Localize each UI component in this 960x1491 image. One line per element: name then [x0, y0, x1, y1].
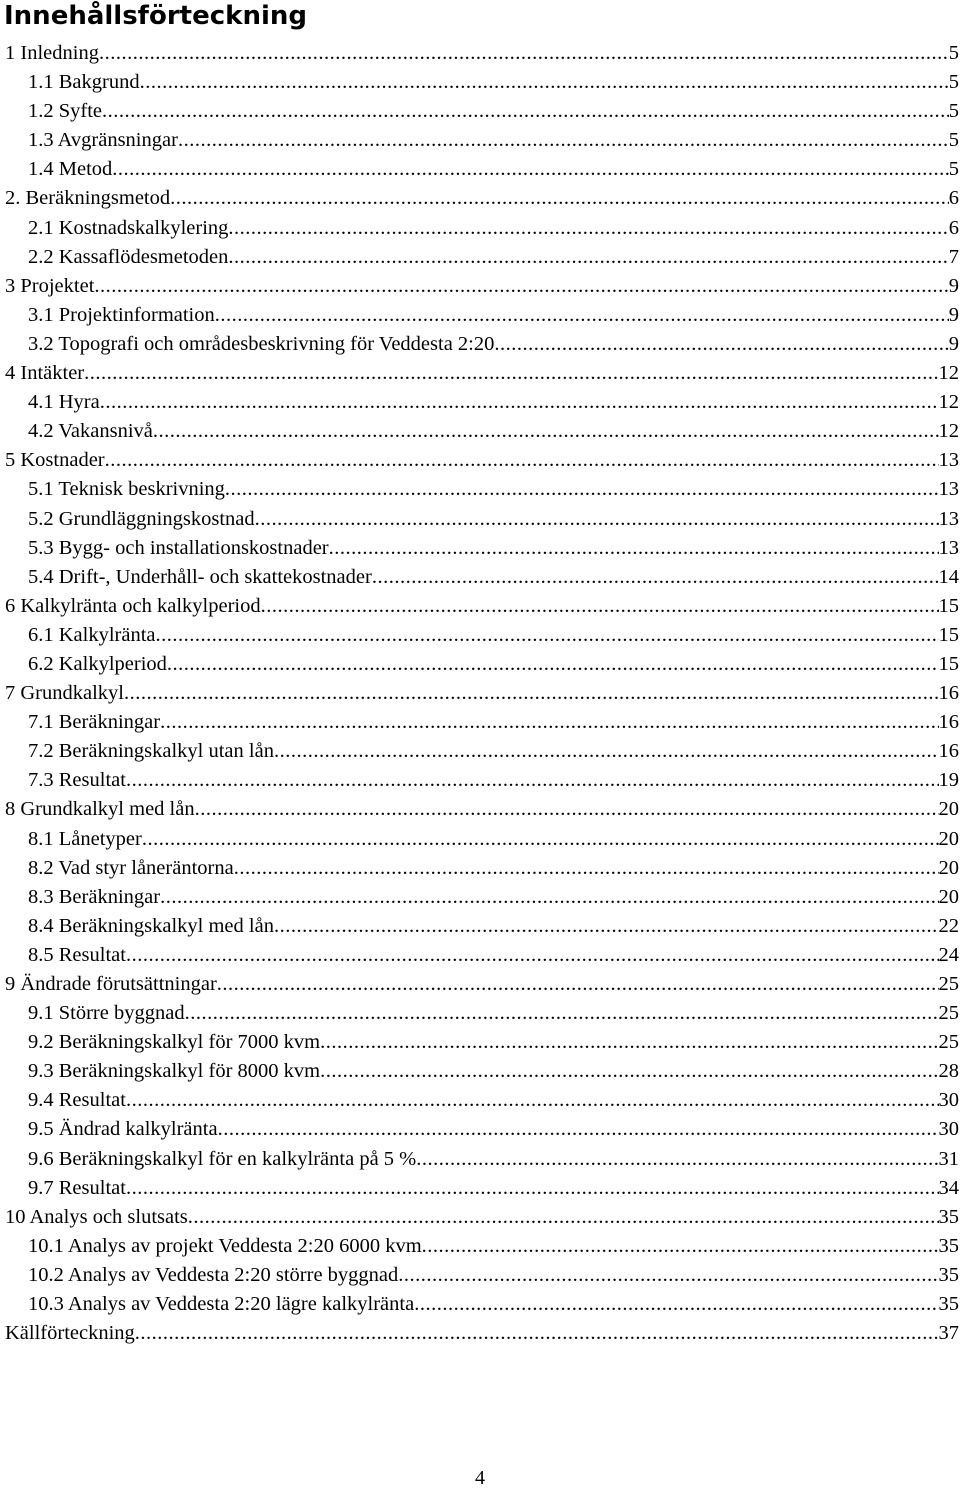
- toc-entry[interactable]: [0, 417, 960, 446]
- toc-entry-title: 5.1 Teknisk beskrivning: [28, 478, 225, 501]
- toc-entry-title: 2.1 Kostnadskalkylering: [28, 216, 229, 239]
- toc-entry-title: 1 Inledning: [5, 42, 99, 64]
- toc-entry-page: 30: [938, 1089, 959, 1112]
- dot-leader: [185, 999, 939, 1028]
- toc-entry[interactable]: [0, 1203, 960, 1232]
- toc-entry-title: 8.2 Vad styr låneräntorna: [28, 856, 234, 879]
- toc-entry-page: 34: [938, 1176, 959, 1199]
- toc-entry-page: 13: [938, 478, 959, 501]
- toc-entry-page: 35: [938, 1263, 959, 1286]
- dot-leader: [126, 941, 939, 970]
- toc-entry-page: 13: [938, 507, 959, 530]
- toc-entry-title: 6 Kalkylränta och kalkylperiod: [5, 594, 261, 617]
- toc-entry-page: 22: [938, 914, 959, 937]
- toc-entry[interactable]: [0, 621, 960, 650]
- toc-entry[interactable]: [0, 505, 960, 534]
- toc-entry-page: 5: [948, 42, 959, 64]
- toc-entry[interactable]: [0, 795, 960, 824]
- dot-leader: [274, 737, 939, 766]
- dot-leader: [124, 679, 939, 708]
- dot-leader: [156, 621, 939, 650]
- toc-entry-page: 5: [948, 100, 959, 123]
- toc-entry[interactable]: [0, 825, 960, 854]
- toc-entry[interactable]: [0, 359, 960, 388]
- toc-entry[interactable]: [0, 1319, 960, 1348]
- toc-entry-title: 9.2 Beräkningskalkyl för 7000 kvm: [28, 1031, 321, 1054]
- toc-entry-page: 9: [948, 274, 959, 297]
- toc-entry-title: 10.3 Analys av Veddesta 2:20 lägre kalkylränta: [28, 1293, 415, 1316]
- toc-entry[interactable]: [0, 1290, 960, 1319]
- toc-entry-title: 9.1 Större byggnad: [28, 1002, 185, 1025]
- dot-leader: [261, 592, 939, 621]
- toc-entry-page: 25: [938, 1002, 959, 1025]
- toc-entry[interactable]: [0, 1115, 960, 1144]
- toc-entry-page: 31: [938, 1147, 959, 1170]
- toc-entry[interactable]: [0, 1174, 960, 1203]
- dot-leader: [255, 505, 939, 534]
- dot-leader: [217, 970, 939, 999]
- dot-leader: [228, 214, 948, 243]
- toc-entry[interactable]: [0, 854, 960, 883]
- toc-entry-title: 9.4 Resultat: [28, 1089, 126, 1112]
- dot-leader: [274, 912, 939, 941]
- dot-leader: [398, 1261, 938, 1290]
- toc-entry-page: 20: [938, 856, 959, 879]
- toc-entry[interactable]: [0, 301, 960, 330]
- toc-entry[interactable]: [0, 1028, 960, 1057]
- toc-entry-page: 15: [938, 594, 959, 617]
- toc-entry-page: 12: [938, 362, 959, 385]
- toc-entry[interactable]: [0, 39, 960, 68]
- toc-entry-title: 8.5 Resultat: [28, 943, 126, 966]
- toc-entry-page: 16: [938, 711, 959, 734]
- toc-entry[interactable]: [0, 330, 960, 359]
- toc-entry[interactable]: [0, 184, 960, 213]
- toc-entry-title: 9.7 Resultat: [28, 1176, 126, 1199]
- dot-leader: [494, 330, 948, 359]
- page-number: 4: [475, 1467, 485, 1489]
- toc-entry[interactable]: [0, 970, 960, 999]
- toc-entry-page: 6: [948, 187, 959, 210]
- toc-entry-title: 7.1 Beräkningar: [28, 711, 161, 734]
- toc-entry[interactable]: [0, 1057, 960, 1086]
- dot-leader: [102, 97, 949, 126]
- toc-entry-page: 20: [938, 798, 959, 821]
- dot-leader: [234, 854, 939, 883]
- toc-entry-title: 9.5 Ändrad kalkylränta: [28, 1118, 218, 1141]
- dot-leader: [140, 68, 949, 97]
- toc-entry[interactable]: [0, 534, 960, 563]
- toc-entry-page: 14: [938, 565, 959, 588]
- toc-entry-title: 10.2 Analys av Veddesta 2:20 större byggnad: [28, 1263, 399, 1286]
- toc-entry[interactable]: [0, 1086, 960, 1115]
- toc-entry-page: 35: [938, 1205, 959, 1228]
- toc-entry-title: 6.1 Kalkylränta: [28, 623, 156, 646]
- toc-entry-title: 1.1 Bakgrund: [28, 71, 140, 94]
- toc-entry[interactable]: [0, 708, 960, 737]
- toc-entry-page: 7: [948, 245, 959, 268]
- dot-leader: [228, 243, 948, 272]
- toc-entry[interactable]: [0, 679, 960, 708]
- dot-leader: [320, 1028, 938, 1057]
- dot-leader: [188, 1203, 939, 1232]
- toc-entry-title: 1.2 Syfte: [28, 100, 103, 123]
- toc-entry[interactable]: [0, 475, 960, 504]
- toc-entry-page: 5: [948, 129, 959, 152]
- toc-entry[interactable]: [0, 1145, 960, 1174]
- dot-leader: [160, 708, 938, 737]
- toc-entry[interactable]: [0, 766, 960, 795]
- dot-leader: [153, 417, 939, 446]
- toc-entry-page: 30: [938, 1118, 959, 1141]
- dot-leader: [414, 1290, 938, 1319]
- dot-leader: [142, 825, 939, 854]
- dot-leader: [135, 1319, 939, 1348]
- toc-entry-page: 6: [948, 216, 959, 239]
- toc-entry-title: 3.1 Projektinformation: [28, 303, 215, 326]
- toc-entry-page: 5: [948, 158, 959, 181]
- toc-entry[interactable]: [0, 155, 960, 184]
- toc-entry-title: 10 Analys och slutsats: [5, 1205, 188, 1228]
- toc-entry-page: 35: [938, 1293, 959, 1316]
- toc-entry-title: 1.3 Avgränsningar: [28, 129, 178, 152]
- toc-entry-title: 4.2 Vakansnivå: [28, 420, 153, 443]
- toc-entry-page: 9: [948, 303, 959, 326]
- dot-leader: [329, 534, 939, 563]
- toc-entry-title: 2. Beräkningsmetod: [5, 187, 171, 210]
- toc-entry-title: 4 Intäkter: [5, 362, 85, 385]
- toc-entry-title: 3.2 Topografi och områdesbeskrivning för Veddesta 2:20: [28, 332, 495, 355]
- dot-leader: [94, 272, 948, 301]
- toc-entry-title: 8.1 Lånetyper: [28, 827, 142, 850]
- toc-entry[interactable]: [0, 214, 960, 243]
- toc-entry-title: 4.1 Hyra: [28, 391, 100, 414]
- dot-leader: [84, 359, 938, 388]
- toc-entry-page: 16: [938, 740, 959, 763]
- toc-entry-title: 5 Kostnader: [5, 449, 105, 472]
- dot-leader: [372, 563, 939, 592]
- dot-leader: [422, 1232, 939, 1261]
- toc-entry-page: 20: [938, 827, 959, 850]
- toc-entry-page: 28: [938, 1060, 959, 1083]
- toc-entry-page: 20: [938, 885, 959, 908]
- toc-entry-title: 5.2 Grundläggningskostnad: [28, 507, 255, 530]
- dot-leader: [215, 301, 949, 330]
- dot-leader: [178, 126, 949, 155]
- toc-entry-title: 6.2 Kalkylperiod: [28, 652, 167, 675]
- dot-leader: [320, 1057, 938, 1086]
- dot-leader: [218, 1115, 939, 1144]
- toc-entry-page: 15: [938, 623, 959, 646]
- toc-entry[interactable]: [0, 563, 960, 592]
- toc-entry-title: 2.2 Kassaflödesmetoden: [28, 245, 229, 268]
- toc-entry-title: 8.3 Beräkningar: [28, 885, 161, 908]
- toc-entry-title: 8 Grundkalkyl med lån: [5, 798, 195, 821]
- dot-leader: [416, 1145, 938, 1174]
- toc-entry-title: 7.3 Resultat: [28, 769, 126, 792]
- dot-leader: [126, 1086, 939, 1115]
- toc-entry[interactable]: [0, 388, 960, 417]
- toc-entry-page: 13: [938, 536, 959, 559]
- toc-entry-page: 15: [938, 652, 959, 675]
- toc-entry[interactable]: [0, 883, 960, 912]
- toc-entry-page: 12: [938, 391, 959, 414]
- toc-entry[interactable]: [0, 446, 960, 475]
- toc-entry-page: 25: [938, 1031, 959, 1054]
- toc-entry[interactable]: [0, 97, 960, 126]
- toc-entry[interactable]: [0, 243, 960, 272]
- toc-entry-title: 9.3 Beräkningskalkyl för 8000 kvm: [28, 1060, 321, 1083]
- toc-entry-page: 13: [938, 449, 959, 472]
- dot-leader: [126, 1174, 939, 1203]
- toc-entry-page: 16: [938, 682, 959, 705]
- dot-leader: [160, 883, 938, 912]
- toc-entry[interactable]: [0, 912, 960, 941]
- dot-leader: [225, 475, 939, 504]
- dot-leader: [105, 446, 939, 475]
- toc-entry[interactable]: [0, 941, 960, 970]
- toc-entry-title: 8.4 Beräkningskalkyl med lån: [28, 914, 274, 937]
- toc-entry[interactable]: [0, 737, 960, 766]
- toc-entry-title: 9.6 Beräkningskalkyl för en kalkylränta på 5 %: [28, 1147, 417, 1170]
- toc-entry-title: Källförteckning: [5, 1322, 135, 1345]
- dot-leader: [195, 795, 939, 824]
- toc-entry-page: 12: [938, 420, 959, 443]
- dot-leader: [167, 650, 939, 679]
- toc-entry-page: 25: [938, 973, 959, 995]
- toc-entry-title: 7 Grundkalkyl: [5, 682, 124, 705]
- toc-entry-page: 37: [938, 1322, 959, 1345]
- toc-entry-title: 1.4 Metod: [28, 158, 113, 181]
- toc-entry-title: 7.2 Beräkningskalkyl utan lån: [28, 740, 274, 763]
- toc-entry[interactable]: [0, 999, 960, 1028]
- toc-entry[interactable]: [0, 1232, 960, 1261]
- toc-heading: Innehållsförteckning: [4, 1, 307, 31]
- toc-entry[interactable]: [0, 126, 960, 155]
- dot-leader: [112, 155, 948, 184]
- toc-entry-title: 5.3 Bygg- och installationskostnader: [28, 536, 329, 559]
- toc-entry-page: 9: [948, 332, 959, 355]
- toc-entry-title: 10.1 Analys av projekt Veddesta 2:20 6000 kvm: [28, 1234, 422, 1257]
- toc-entry[interactable]: [0, 272, 960, 301]
- toc-entry-page: 35: [938, 1234, 959, 1257]
- toc-entry-page: 24: [938, 943, 959, 966]
- toc-entry[interactable]: [0, 1261, 960, 1290]
- toc-entry-page: 19: [938, 769, 959, 792]
- dot-leader: [100, 388, 939, 417]
- dot-leader: [99, 39, 949, 68]
- toc-entry-title: 9 Ändrade förutsättningar: [5, 973, 217, 995]
- dot-leader: [126, 766, 939, 795]
- toc-entry[interactable]: [0, 592, 960, 621]
- toc-entry-page: 5: [948, 71, 959, 94]
- toc-entry[interactable]: [0, 650, 960, 679]
- dot-leader: [170, 184, 949, 213]
- toc-entry-title: 3 Projektet: [5, 274, 95, 297]
- toc-list: [0, 39, 960, 1348]
- toc-entry-title: 5.4 Drift-, Underhåll- och skattekostnader: [28, 565, 372, 588]
- toc-entry[interactable]: [0, 68, 960, 97]
